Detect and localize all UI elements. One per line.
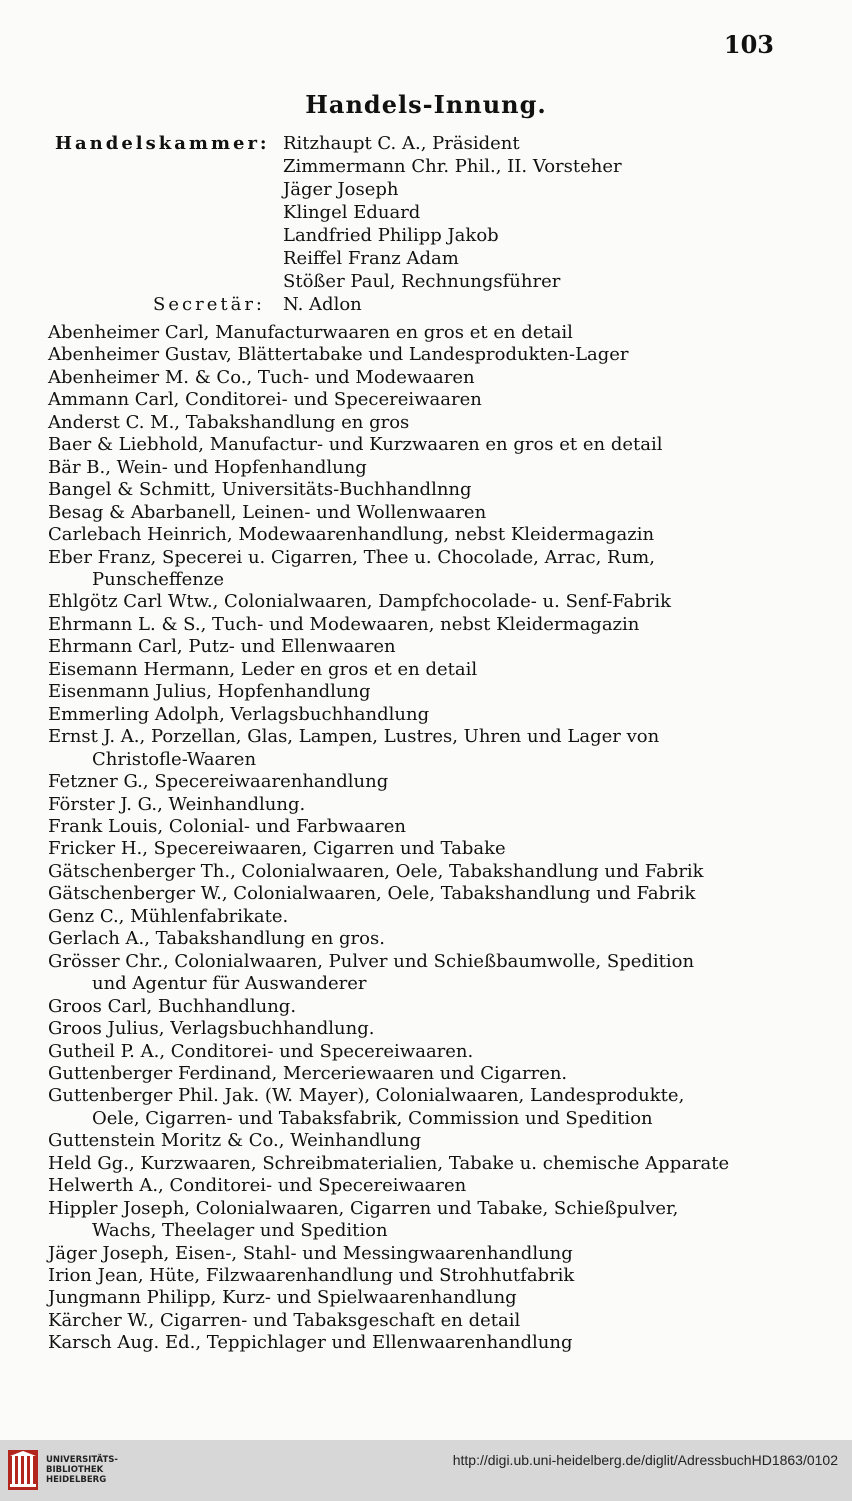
board-label bbox=[55, 201, 283, 224]
list-item-continuation: Christofle-Waaren bbox=[92, 748, 257, 770]
list-item-continuation: und Agentur für Auswanderer bbox=[92, 973, 367, 995]
board-row bbox=[55, 155, 622, 178]
list-item: Fricker H., Specereiwaaren, Cigarren und Tabake bbox=[48, 838, 506, 860]
list-item: Karsch Aug. Ed., Teppichlager und Ellenwaarenhandlung bbox=[48, 1332, 573, 1354]
list-item: Bär B., Wein- und Hopfenhandlung bbox=[48, 456, 367, 478]
list-item: Baer & Liebhold, Manufactur- und Kurzwaaren en gros et en detail bbox=[48, 434, 663, 456]
list-item-continuation: Oele, Cigarren- und Tabaksfabrik, Commission und Spedition bbox=[92, 1107, 653, 1129]
board-label: Handelskammer: bbox=[55, 133, 270, 154]
list-item: Abenheimer M. & Co., Tuch- und Modewaaren bbox=[48, 366, 475, 388]
secretary-name: N. Adlon bbox=[283, 294, 362, 315]
list-item: Ehlgötz Carl Wtw., Colonialwaaren, Dampfchocolade- u. Senf-Fabrik bbox=[48, 591, 672, 613]
board-member-name: Jäger Joseph bbox=[283, 179, 399, 200]
list-item: Hippler Joseph, Colonialwaaren, Cigarren und Tabake, Schießpulver, bbox=[48, 1197, 679, 1219]
board-row bbox=[55, 247, 622, 270]
list-item: Grösser Chr., Colonialwaaren, Pulver und Schießbaumwolle, Spedition bbox=[48, 950, 695, 972]
list-item: Helwerth A., Conditorei- und Specereiwaaren bbox=[48, 1175, 467, 1197]
footer-bar bbox=[0, 1440, 852, 1501]
secretary-row bbox=[55, 293, 622, 316]
list-item: Guttenstein Moritz & Co., Weinhandlung bbox=[48, 1130, 422, 1152]
list-item: Genz C., Mühlenfabrikate. bbox=[48, 905, 289, 927]
list-item: Irion Jean, Hüte, Filzwaarenhandlung und Strohhutfabrik bbox=[48, 1265, 575, 1287]
list-item: Abenheimer Carl, Manufacturwaaren en gros et en detail bbox=[48, 322, 573, 343]
list-item: Abenheimer Gustav, Blättertabake und Landesprodukten-Lager bbox=[48, 344, 629, 366]
list-item: Frank Louis, Colonial- und Farbwaaren bbox=[48, 815, 406, 837]
board-member-name: Klingel Eduard bbox=[283, 202, 421, 223]
list-item: Held Gg., Kurzwaaren, Schreibmaterialien, Tabake u. chemische Apparate bbox=[48, 1152, 730, 1174]
board-label bbox=[55, 270, 283, 293]
list-item: Besag & Abarbanell, Leinen- und Wollenwaaren bbox=[48, 501, 487, 523]
board-member-name: Zimmermann Chr. Phil., II. Vorsteher bbox=[283, 156, 622, 177]
list-item: Emmerling Adolph, Verlagsbuchhandlung bbox=[48, 703, 430, 725]
list-item: Bangel & Schmitt, Universitäts-Buchhandlnng bbox=[48, 479, 472, 501]
list-item: Groos Julius, Verlagsbuchhandlung. bbox=[48, 1018, 375, 1040]
board-row bbox=[55, 178, 622, 201]
list-item: Gutheil P. A., Conditorei- und Specereiwaaren. bbox=[48, 1040, 474, 1062]
list-item: Ammann Carl, Conditorei- und Specereiwaaren bbox=[48, 389, 482, 411]
entry-list bbox=[48, 322, 778, 1355]
secretary-label: Secretär: bbox=[153, 294, 265, 315]
list-item: Kärcher W., Cigarren- und Tabaksgeschaft en detail bbox=[48, 1309, 521, 1331]
list-item-continuation: Wachs, Theelager und Spedition bbox=[92, 1220, 388, 1242]
board-member-name: Ritzhaupt C. A., Präsident bbox=[283, 133, 520, 154]
list-item: Eber Franz, Specerei u. Cigarren, Thee u. Chocolade, Arrac, Rum, bbox=[48, 546, 655, 568]
board-row bbox=[55, 270, 622, 293]
board-row bbox=[55, 224, 622, 247]
list-item: Jäger Joseph, Eisen-, Stahl- und Messingwaarenhandlung bbox=[48, 1242, 573, 1264]
list-item: Groos Carl, Buchhandlung. bbox=[48, 995, 297, 1017]
board-label bbox=[55, 224, 283, 247]
list-item: Gerlach A., Tabakshandlung en gros. bbox=[48, 928, 385, 950]
list-item: Förster J. G., Weinhandlung. bbox=[48, 793, 306, 815]
list-item: Ernst J. A., Porzellan, Glas, Lampen, Lustres, Uhren und Lager von bbox=[48, 726, 660, 748]
library-seal-icon bbox=[6, 1448, 40, 1492]
list-item: Anderst C. M., Tabakshandlung en gros bbox=[48, 411, 410, 433]
list-item: Eisemann Hermann, Leder en gros et en detail bbox=[48, 658, 478, 680]
library-logo bbox=[6, 1448, 118, 1492]
page-number: 103 bbox=[723, 30, 774, 59]
list-item: Ehrmann Carl, Putz- und Ellenwaaren bbox=[48, 636, 396, 658]
list-item: Eisenmann Julius, Hopfenhandlung bbox=[48, 681, 371, 703]
board-list bbox=[55, 132, 622, 316]
list-item: Guttenberger Ferdinand, Merceriewaaren und Cigarren. bbox=[48, 1062, 568, 1084]
board-row bbox=[55, 201, 622, 224]
list-item: Jungmann Philipp, Kurz- und Spielwaarenhandlung bbox=[48, 1287, 517, 1309]
list-item: Ehrmann L. & S., Tuch- und Modewaaren, nebst Kleidermagazin bbox=[48, 613, 640, 635]
board-member-name: Landfried Philipp Jakob bbox=[283, 225, 499, 246]
list-item: Fetzner G., Specereiwaarenhandlung bbox=[48, 771, 389, 793]
board-member-name: Reiffel Franz Adam bbox=[283, 248, 459, 269]
list-item-continuation: Punscheffenze bbox=[92, 568, 225, 590]
page-title: Handels-Innung. bbox=[305, 90, 547, 119]
list-item: Carlebach Heinrich, Modewaarenhandlung, nebst Kleidermagazin bbox=[48, 524, 655, 546]
board-label bbox=[55, 247, 283, 270]
list-item: Gätschenberger Th., Colonialwaaren, Oele, Tabakshandlung und Fabrik bbox=[48, 860, 704, 882]
list-item: Gätschenberger W., Colonialwaaren, Oele, Tabakshandlung und Fabrik bbox=[48, 883, 696, 905]
list-item: Guttenberger Phil. Jak. (W. Mayer), Colonialwaaren, Landesprodukte, bbox=[48, 1085, 685, 1107]
source-url-link[interactable]: http://digi.ub.uni-heidelberg.de/diglit/AdressbuchHD1863/0102 bbox=[452, 1452, 838, 1468]
board-label bbox=[55, 155, 283, 178]
library-logo-text: UNIVERSITÄTS- BIBLIOTHEK HEIDELBERG bbox=[46, 1455, 118, 1485]
board-row bbox=[55, 132, 622, 155]
board-member-name: Stößer Paul, Rechnungsführer bbox=[283, 271, 561, 292]
board-label bbox=[55, 178, 283, 201]
